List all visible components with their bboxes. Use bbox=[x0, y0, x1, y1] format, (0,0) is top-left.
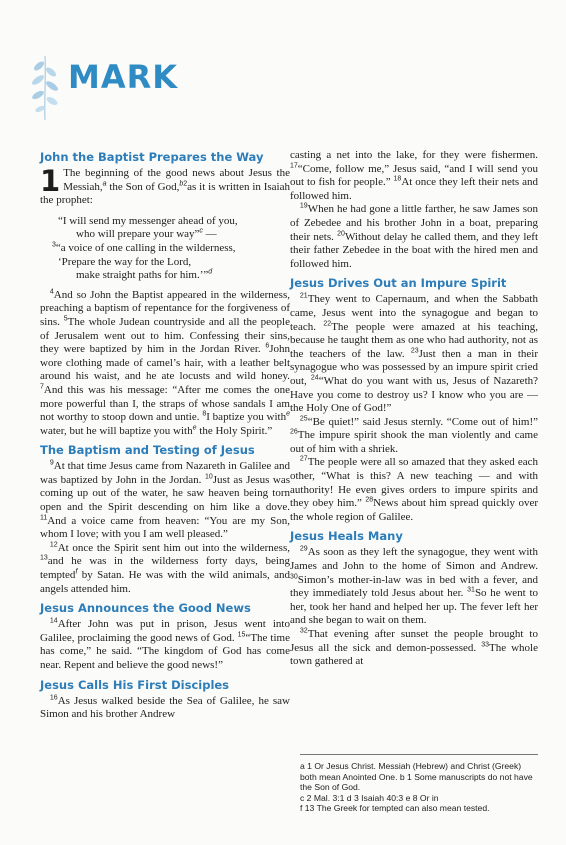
verse-paragraph: $^9$At that time Jesus came from Nazareth in Galilee and was baptized by John in the Jordan. $^{10}$Just as Jesus was coming up out of the water, he saw heaven being torn open and the Spirit descending on him like a dove. $^{11}$And a voice came from heaven: “You are my Son, whom I love; with you I am well pleased.” bbox=[40, 459, 291, 541]
footnote-marker[interactable]: a bbox=[102, 179, 107, 187]
verse-text: the Son of God, bbox=[106, 180, 180, 193]
verse-number: 20 bbox=[337, 229, 345, 237]
verse-paragraph bbox=[40, 164, 291, 208]
poem-line: $^3$“a voice of one calling in the wilderness, bbox=[52, 241, 236, 254]
footnote-marker[interactable]: d bbox=[208, 268, 213, 276]
verse-paragraph: casting a net into the lake, for they were fishermen. $^{17}$“Come, follow me,” Jesus said, “and I will send you out to fish for people.” $^{18}$At once they left their nets and followed him. bbox=[290, 149, 538, 202]
verse-number: 3 bbox=[52, 241, 56, 249]
verse-number: 23 bbox=[410, 347, 419, 355]
footnote-marker[interactable]: e bbox=[192, 424, 197, 432]
verse-number: 30 bbox=[290, 572, 298, 580]
verse-number: 8 bbox=[202, 410, 207, 418]
verse-number: 9 bbox=[49, 459, 54, 467]
book-title: MARK bbox=[68, 58, 179, 96]
verse-number: 11 bbox=[40, 514, 48, 521]
verse-number: 2 bbox=[183, 179, 188, 187]
verse-paragraph: $^4$And so John the Baptist appeared in the wilderness, preaching a baptism of repentance for the forgiveness of sins. $^5$The whole Judean countryside and all the people of Jerusalem went out to him. Confessing their sins, they were baptized by him in the Jordan River. $^6$John wore clothing made of camel’s hair, with a leather belt around his waist, and he ate locusts and wild honey. $^7$And this was his message: “After me comes the one more powerful than I, the straps of whose sandals I am not worthy to stoop down and untie. $^8$I baptize you with$^e$ water, but he will baptize you with$^e$ the Holy Spirit.” bbox=[40, 288, 291, 437]
poem-line: ‘Prepare the way for the Lord, bbox=[58, 255, 192, 268]
footnote: f 13 The Greek for tempted can also mean tested. bbox=[300, 803, 490, 814]
verse-number: 26 bbox=[290, 428, 298, 436]
verse-paragraph: $^{16}$As Jesus walked beside the Sea of Galilee, he saw Simon and his brother Andrew bbox=[40, 693, 290, 721]
verse-number: 33 bbox=[481, 640, 489, 648]
verse-paragraph: $^{27}$The people were all so amazed that they asked each other, “What is this? A new teaching — and with authority! He even gives orders to impure spirits and they obey him.” $^{28}$News about him spread quickly over the whole region of Galilee. bbox=[290, 455, 539, 523]
verse-number: 29 bbox=[299, 545, 308, 553]
verse-text: The beginning of the good news about Jesus the Messiah, bbox=[63, 167, 290, 193]
poetry-quote bbox=[40, 215, 290, 283]
verse-number: 19 bbox=[299, 202, 308, 210]
verse-paragraph: $^{32}$That evening after sunset the people brought to Jesus all the sick and demon-possessed. $^{33}$The whole town gathered at bbox=[290, 627, 538, 668]
footnotes bbox=[300, 754, 538, 814]
left-column bbox=[40, 150, 290, 722]
verse-text: as it is written in Isaiah the prophet: bbox=[40, 180, 291, 207]
footnote-marker[interactable]: f bbox=[75, 568, 78, 576]
verse-number: 27 bbox=[299, 455, 308, 463]
verse-number: 15 bbox=[237, 631, 246, 639]
footnote: c 2 Mal. 3:1 d 3 Isaiah 40:3 e 8 Or in bbox=[300, 792, 439, 803]
verse-paragraph: $^{14}$After John was put in prison, Jesus went into Galilee, proclaiming the good news of God. $^{15}$“The time has come,” he said. “The kingdom of God has come near. Repent and believe the good news!” bbox=[40, 617, 290, 671]
verse-number: 18 bbox=[393, 175, 402, 183]
verse-number: 14 bbox=[49, 617, 58, 625]
footnote-marker[interactable]: b bbox=[179, 179, 184, 187]
leaf-sprig-icon bbox=[28, 52, 62, 122]
poem-line: “I will send my messenger ahead of you, bbox=[58, 214, 238, 227]
verse-number: 21 bbox=[299, 292, 308, 300]
section-heading: Jesus Heals Many bbox=[290, 529, 403, 544]
verse-number: 10 bbox=[204, 473, 213, 481]
section-heading: Jesus Announces the Good News bbox=[40, 601, 251, 616]
footnote-marker[interactable]: e bbox=[286, 410, 291, 418]
verse-number: 7 bbox=[40, 383, 44, 391]
verse-number: 25 bbox=[299, 415, 308, 423]
section-heading: Jesus Calls His First Disciples bbox=[40, 677, 230, 692]
verse-paragraph: $^{12}$At once the Spirit sent him out into the wilderness, $^{13}$and he was in the wilderness forty days, being tempted$^f$ by Satan. He was with the wild animals, and angels attended him. bbox=[40, 541, 290, 595]
right-column bbox=[290, 149, 538, 669]
verse-number: 28 bbox=[365, 496, 374, 504]
verse-number: 24 bbox=[310, 374, 319, 382]
section-heading: John the Baptist Prepares the Way bbox=[40, 150, 264, 164]
footnote-marker[interactable]: c bbox=[199, 227, 203, 235]
verse-number: 4 bbox=[49, 288, 54, 296]
section-heading: Jesus Drives Out an Impure Spirit bbox=[290, 276, 507, 291]
verse-number: 22 bbox=[323, 319, 332, 327]
verse-paragraph: $^{21}$They went to Capernaum, and when the Sabbath came, Jesus went into the synagogue and began to teach. $^{22}$The people were amazed at his teaching, because he taught them as one who had authority, not as the teachers of the law. $^{23}$Just then a man in their synagogue who was possessed by an impure spirit cried out, $^{24}$“What do you want with us, Jesus of Nazareth? Have you come to destroy us? I know who you are — the Holy One of God!” bbox=[290, 292, 539, 415]
verse-paragraph: $^{29}$As soon as they left the synagogue, they went with James and John to the home of Simon and Andrew. $^{30}$Simon’s mother-in-law was in bed with a fever, and they immediately told Jesus about her. $^{31}$So he went to her, took her hand and helped her up. The fever left her and she began to wait on them. bbox=[290, 545, 538, 627]
verse-number: 32 bbox=[299, 627, 308, 635]
verse-number: 17 bbox=[290, 161, 298, 169]
verse-number: 16 bbox=[49, 693, 58, 701]
verse-number: 12 bbox=[49, 541, 58, 549]
verse-number: 13 bbox=[40, 554, 48, 562]
verse-number: 31 bbox=[467, 586, 475, 594]
section-heading: The Baptism and Testing of Jesus bbox=[40, 443, 255, 458]
verse-number: 5 bbox=[63, 315, 68, 323]
poem-line: who will prepare your way”$^c$ — bbox=[76, 227, 217, 241]
verse-number: 6 bbox=[265, 342, 270, 350]
verse-paragraph: $^{19}$When he had gone a little farther, he saw James son of Zebedee and his brother John in a boat, preparing their nets. $^{20}$Without delay he called them, and they left their father Zebedee in the boat with the hired men and followed him. bbox=[290, 202, 539, 270]
footnote: a 1 Or Jesus Christ. Messiah (Hebrew) and Christ (Greek) both mean Anointed One. b 1 Some manuscripts do not have the Son of God. bbox=[300, 761, 533, 793]
poem-line: make straight paths for him.’”$^d$ bbox=[76, 268, 213, 282]
chapter-number: 1 bbox=[40, 164, 61, 198]
verse-paragraph: $^{25}$“Be quiet!” said Jesus sternly. “Come out of him!” $^{26}$The impure spirit shook the man violently and came out of him with a shriek. bbox=[290, 415, 538, 455]
